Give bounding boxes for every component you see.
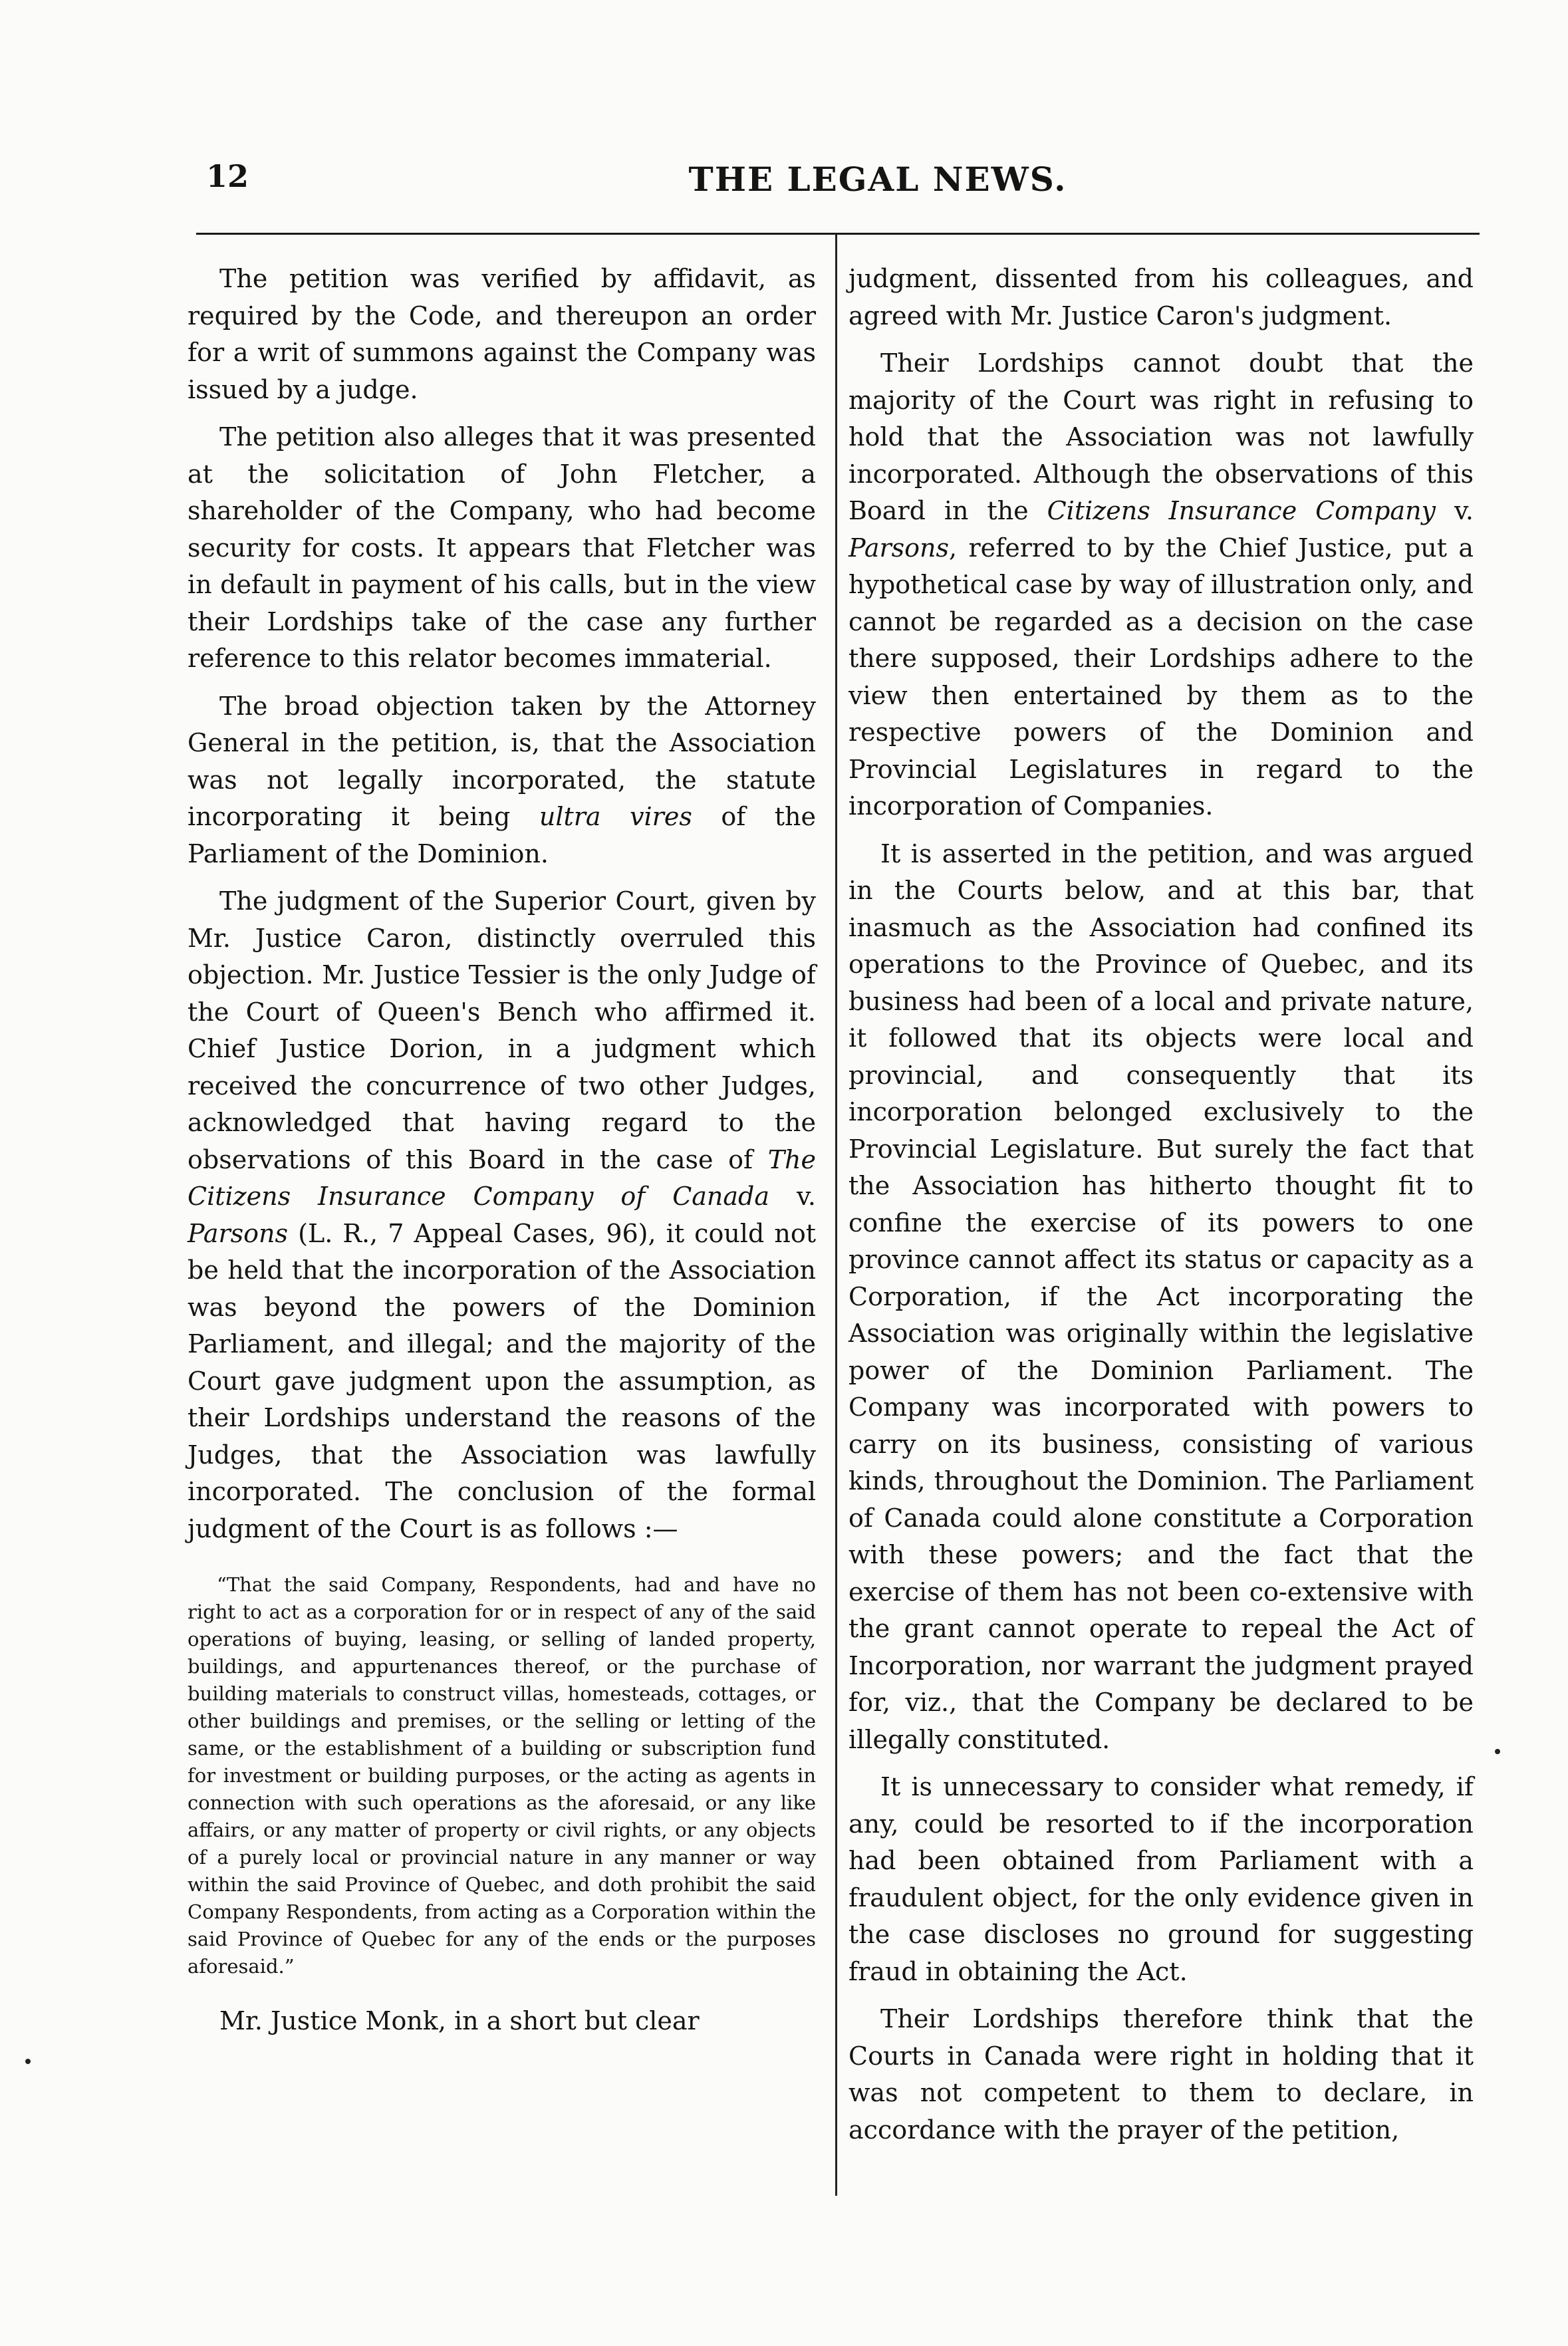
paragraph: Mr. Justice Monk, in a short but clear [219, 2006, 700, 2035]
case-name: Parsons [849, 533, 950, 563]
text-run: The judgment of the Superior Court, given by Mr. Justice Caron, distinctly overruled this objection. Mr. Justice Tessier is the only Judge of the Court of Queen's Bench who affirmed it. Chief Justice Dorion, in a judgment which received the concurrence of two other Judges, acknowledged that having regard to the observations of this Board in the case of [188, 886, 816, 1174]
paragraph-continued: judgment, dissented from his colleagues, and agreed with Mr. Justice Caron's judgment. [849, 264, 1474, 330]
case-name: Parsons [188, 1218, 289, 1248]
page-number: 12 [206, 158, 249, 194]
paragraph: The petition also alleges that it was presented at the solicitation of John Fletcher, a shareholder of the Company, who had become security for costs. It appears that Fletcher was in default in payment of his calls, but in the view their Lordships take of the case any further reference to this relator becomes immaterial. [188, 422, 816, 673]
paragraph [188, 883, 816, 1547]
column-divider [835, 234, 837, 2196]
paragraph [188, 688, 816, 873]
page-header [199, 158, 1476, 211]
italic-phrase: ultra vires [539, 802, 692, 831]
paragraph [849, 345, 1474, 825]
running-title: THE LEGAL NEWS. [688, 160, 1067, 199]
text-run: v. [1436, 496, 1474, 525]
text-run: of the Parliament of the Dominion. [188, 802, 816, 868]
quote-text: “That the said Company, Respondents, had and have no right to act as a corporation for or in respect of any of the said operations of buying, leasing, or selling of landed property, buildings, and appurtenances thereof, or the purchase of building materials to construct villas, homesteads, cottages, or other buildings and premises, or the selling or letting of the same, or the establishment of a building or subscription fund for investment or building purposes, or the acting as agents in connection with such operations as the aforesaid, or any like affairs, or any matter of property or civil rights, or any objects of a purely local or provincial nature in any manner or way within the said Province of Quebec, and doth prohibit the said Company Respondents, from acting as a Corporation within the said Province of Quebec for any of the ends or the purposes aforesaid.” [188, 1573, 816, 1978]
text-run: (L. R., 7 Appeal Cases, 96), it could not be held that the incorporation of the Association was beyond the powers of the Dominion Parliament, and illegal; and the majority of the Court gave judgment upon the assumption, as their Lordships understand the reasons of the Judges, that the Association was lawfully incorporated. The conclusion of the formal judgment of the Court is as follows :— [188, 1218, 816, 1543]
text-run: The broad objection taken by the Attorney General in the petition, is, that the Association was not legally incorporated, the statute incorporating it being [188, 691, 816, 831]
text-run: , referred to by the Chief Justice, put a hypothetical case by way of illustration only, and cannot be regarded as a decision on the case there supposed, their Lordships adhere to the view then entertained by them as to the respective powers of the Dominion and Provincial Legislatures in regard to the incorporation of Companies. [849, 533, 1474, 821]
paragraph: The petition was verified by affidavit, as required by the Code, and thereupon an order for a writ of summons against the Company was issued by a judge. [188, 264, 816, 404]
paragraph: Their Lordships therefore think that the Courts in Canada were right in holding that it was not competent to them to declare, in accordance with the prayer of the petition, [849, 2004, 1474, 2145]
case-name: The Citizens Insurance Company of Canada [188, 1144, 816, 1211]
header-rule [196, 233, 1480, 235]
case-name: Citizens Insurance Company [1047, 496, 1436, 525]
left-column [188, 261, 816, 2051]
right-column [849, 261, 1474, 2159]
ink-speck [25, 2059, 31, 2064]
text-run: Their Lordships cannot doubt that the majority of the Court was right in refusing to hold that the Association was not lawfully incorporated. Although the observations of this Board in the [849, 348, 1474, 525]
paragraph: It is asserted in the petition, and was argued in the Courts below, and at this bar, that inasmuch as the Association had confined its operations to the Province of Quebec, and its business had been of a local and private nature, it followed that its objects were local and provincial, and consequently that its incorporation belonged exclusively to the Provincial Legislature. But surely the fact that the Association has hitherto thought fit to confine the exercise of its powers to one province cannot affect its status or capacity as a Corporation, if the Act incorporating the Association was originally within the legislative power of the Dominion Parliament. The Company was incorporated with powers to carry on its business, consisting of various kinds, throughout the Dominion. The Parliament of Canada could alone constitute a Corporation with these powers; and the fact that the exercise of them has not been co-extensive with the grant cannot operate to repeal the Act of Incorporation, nor warrant the judgment prayed for, viz., that the Company be declared to be illegally constituted. [849, 839, 1474, 1754]
text-run: v. [769, 1182, 816, 1211]
paragraph: It is unnecessary to consider what remedy, if any, could be resorted to if the incorporation had been obtained from Parliament with a fraudulent object, for the only evidence given in the case discloses no ground for suggesting fraud in obtaining the Act. [849, 1772, 1474, 1986]
ink-speck [1495, 1749, 1500, 1754]
block-quote [188, 1571, 816, 1980]
